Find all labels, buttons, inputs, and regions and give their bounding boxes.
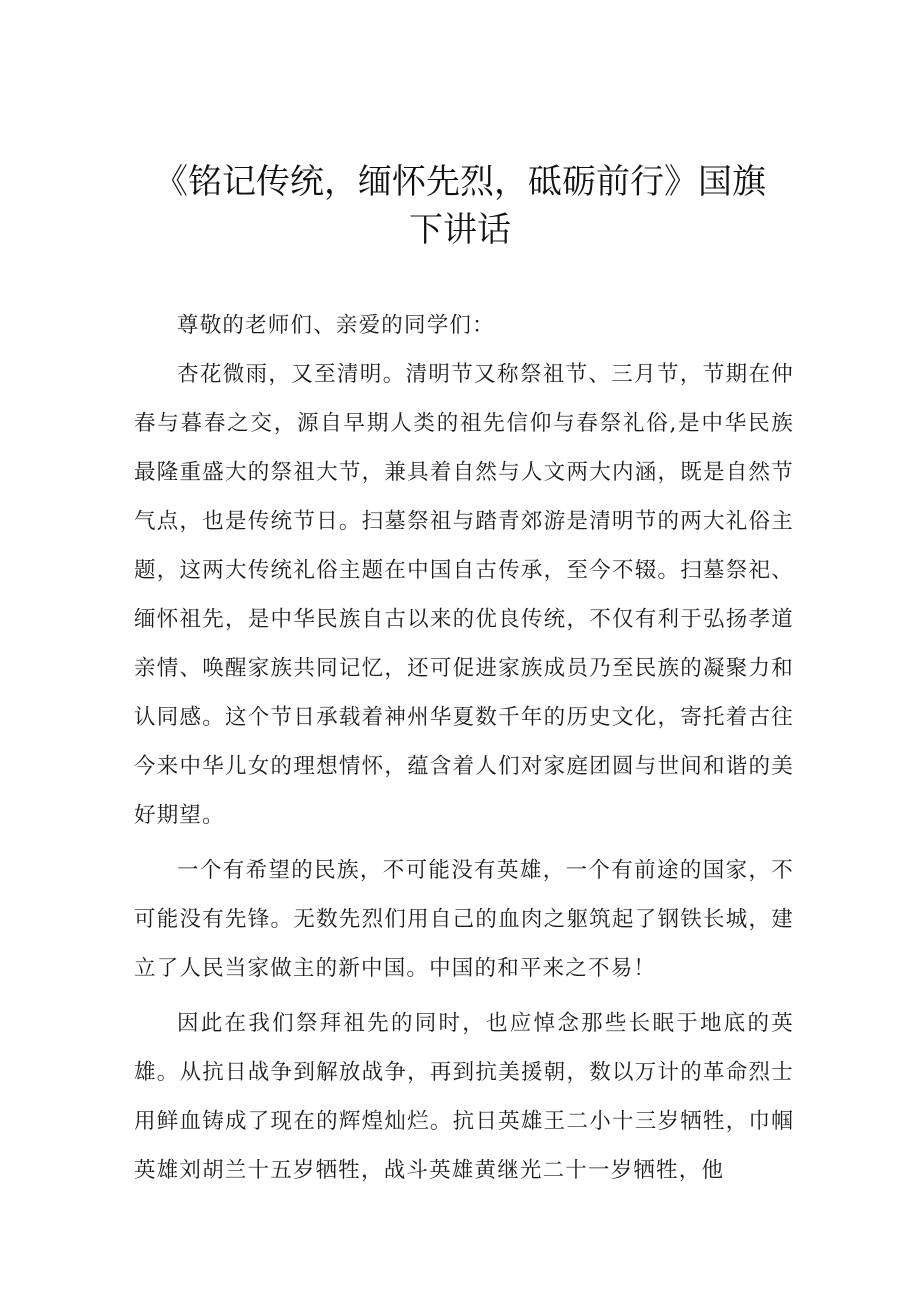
document-body [134, 301, 794, 1195]
paragraph-1: 杏花微雨，又至清明。清明节又称祭祖节、三月节，节期在仲春与暮春之交，源自早期人类的祖先信仰与春祭礼俗,是中华民族最隆重盛大的祭祖大节，兼具着自然与人文两大内涵，既是自然节气点，也是传统节日。扫墓祭祖与踏青郊游是清明节的两大礼俗主题，这两大传统礼俗主题在中国自古传承，至今不辍。扫墓祭祀、缅怀祖先，是中华民族自古以来的优良传统，不仅有利于弘扬孝道亲情、唤醒家族共同记忆，还可促进家族成员乃至民族的凝聚力和认同感。这个节日承载着神州华夏数千年的历史文化，寄托着古往今来中华儿女的理想情怀，蕴含着人们对家庭团圆与世间和谐的美好期望。 [134, 362, 794, 828]
salutation: 尊敬的老师们、亲爱的同学们： [177, 313, 495, 338]
document-title [100, 158, 820, 254]
title-line-2: 下讲话 [409, 210, 511, 250]
paragraph-3: 因此在我们祭拜祖先的同时，也应悼念那些长眠于地底的英雄。从抗日战争到解放战争，再到抗美援朝，数以万计的革命烈士用鲜血铸成了现在的辉煌灿烂。抗日英雄王二小十三岁牺牲，巾帼英雄刘胡兰十五岁牺牲，战斗英雄黄继光二十一岁牺牲，他 [134, 1011, 794, 1183]
title-line-1: 《铭记传统，缅怀先烈，砥砺前行》国旗 [154, 162, 766, 202]
paragraph-2: 一个有希望的民族，不可能没有英雄，一个有前途的国家，不可能没有先锋。无数先烈们用自己的血肉之躯筑起了钢铁长城，建立了人民当家做主的新中国。中国的和平来之不易！ [134, 858, 794, 981]
